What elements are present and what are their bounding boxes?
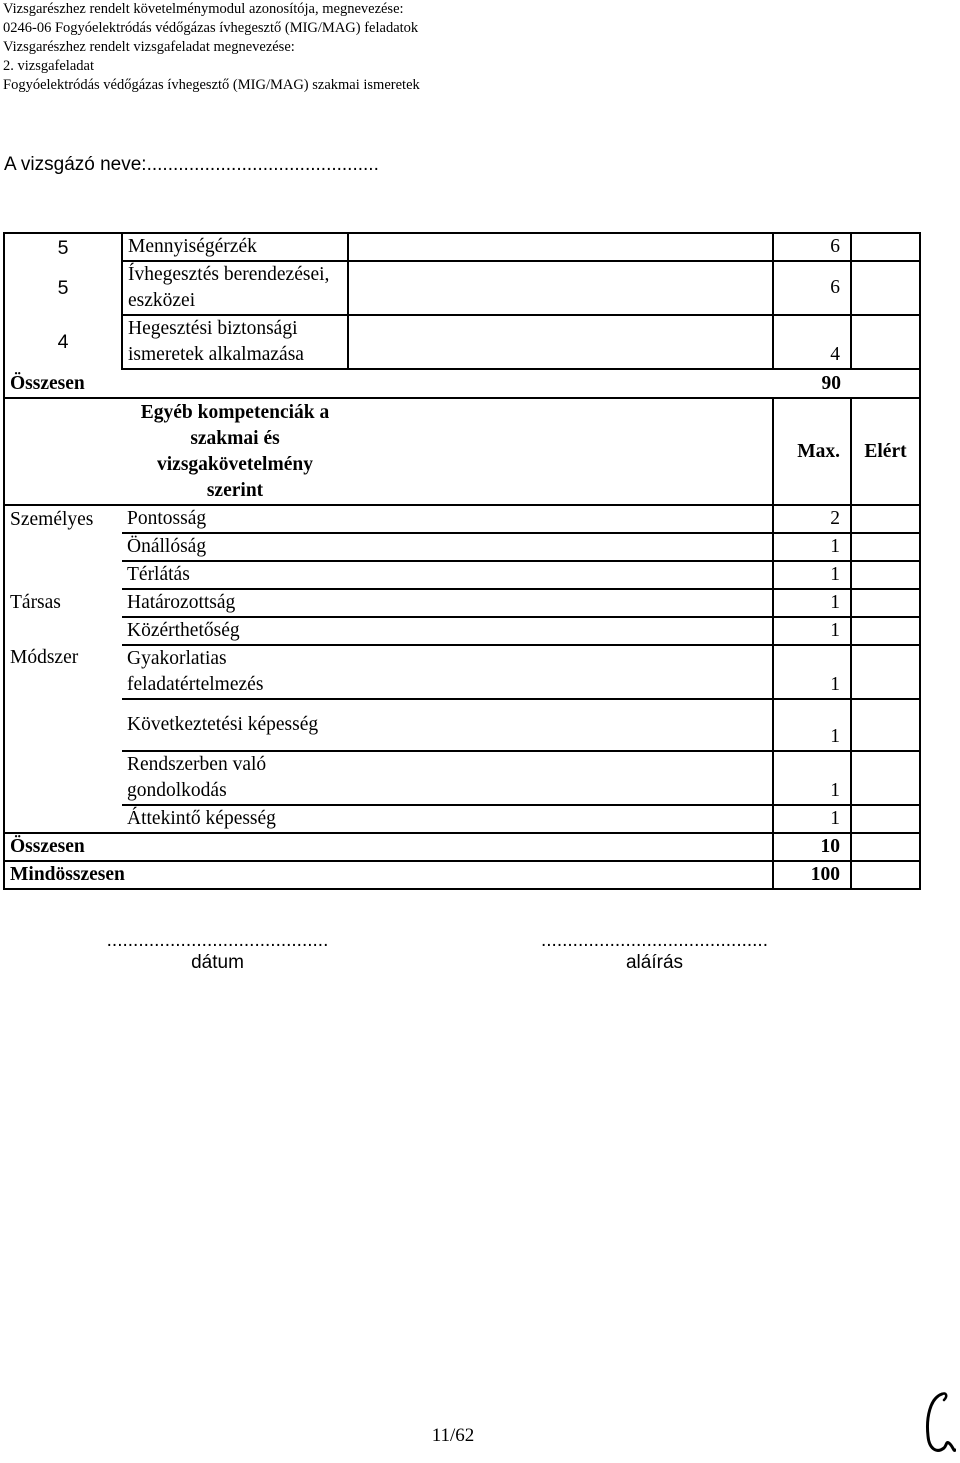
table-row bbox=[4, 805, 920, 833]
max-column-header: Max. bbox=[773, 398, 851, 505]
competence-group bbox=[4, 561, 122, 589]
subtotal-label: Összesen bbox=[4, 369, 773, 398]
competence-group bbox=[4, 617, 122, 645]
competence-header-row bbox=[4, 398, 920, 505]
achieved-column-header: Elért bbox=[851, 398, 920, 505]
header-line-5: Fogyóelektródás védőgázas ívhegesztő (MIG/MAG) szakmai ismeretek bbox=[3, 77, 420, 93]
competence-label: Áttekintő képesség bbox=[122, 805, 348, 833]
competence-max: 1 bbox=[773, 561, 851, 589]
row-label: Mennyiségérzék bbox=[122, 233, 348, 261]
row-max: 4 bbox=[773, 315, 851, 369]
grand-total-value: 100 bbox=[773, 861, 851, 889]
subtotal-row bbox=[4, 369, 920, 398]
row-number: 4 bbox=[4, 315, 122, 369]
competence-max: 1 bbox=[773, 645, 851, 699]
row-max: 6 bbox=[773, 233, 851, 261]
handwritten-initial-mark bbox=[920, 1388, 956, 1458]
competence-max: 1 bbox=[773, 751, 851, 805]
table-row bbox=[4, 261, 920, 315]
subtotal-label: Összesen bbox=[4, 833, 773, 861]
header-line-1: Vizsgarészhez rendelt követelménymodul azonosítója, megnevezése: bbox=[3, 1, 404, 17]
competence-max: 1 bbox=[773, 617, 851, 645]
table-row bbox=[4, 561, 920, 589]
grand-total-row bbox=[4, 861, 920, 889]
row-label: Hegesztési biztonsági ismeretek alkalmazása bbox=[122, 315, 348, 369]
row-max: 6 bbox=[773, 261, 851, 315]
competence-label: Következtetési képesség bbox=[122, 699, 348, 751]
signature-label: aláírás bbox=[625, 952, 684, 973]
competence-group bbox=[4, 533, 122, 561]
competence-group bbox=[4, 751, 122, 805]
row-label: Ívhegesztés berendezései, eszközei bbox=[122, 261, 348, 315]
score-table bbox=[3, 232, 921, 890]
grand-total-label: Mindösszesen bbox=[4, 861, 773, 889]
competence-group: Személyes bbox=[4, 505, 122, 533]
competence-max: 2 bbox=[773, 505, 851, 533]
competence-max: 1 bbox=[773, 533, 851, 561]
competence-label: Pontosság bbox=[122, 505, 348, 533]
competence-label: Határozottság bbox=[122, 589, 348, 617]
competence-label: Közérthetőség bbox=[122, 617, 348, 645]
signature-line: ........................................... bbox=[541, 930, 768, 951]
competence-max: 1 bbox=[773, 589, 851, 617]
table-row bbox=[4, 505, 920, 533]
page-number: 11/62 bbox=[431, 1425, 475, 1446]
table-row bbox=[4, 645, 920, 699]
competence-label: Önállóság bbox=[122, 533, 348, 561]
table-row bbox=[4, 617, 920, 645]
row-number: 5 bbox=[4, 261, 122, 315]
header-line-2: 0246-06 Fogyóelektródás védőgázas ívhegesztő (MIG/MAG) feladatok bbox=[3, 20, 419, 36]
competence-group: Társas bbox=[4, 589, 122, 617]
table-row bbox=[4, 533, 920, 561]
competence-label: Térlátás bbox=[122, 561, 348, 589]
date-label: dátum bbox=[191, 952, 244, 973]
competence-title: Egyéb kompetenciák a szakmai és vizsgakövetelmény szerint bbox=[122, 398, 348, 505]
competence-label: Rendszerben való gondolkodás bbox=[122, 751, 348, 805]
table-row bbox=[4, 315, 920, 369]
examinee-name-field: A vizsgázó neve:............................................ bbox=[4, 154, 379, 175]
subtotal-value: 10 bbox=[773, 833, 851, 861]
competence-max: 1 bbox=[773, 699, 851, 751]
competence-group: Módszer bbox=[4, 645, 122, 699]
competence-group bbox=[4, 805, 122, 833]
table-row bbox=[4, 699, 920, 751]
date-line: .......................................... bbox=[106, 930, 329, 951]
table-row bbox=[4, 233, 920, 261]
competence-label: Gyakorlatias feladatértelmezés bbox=[122, 645, 348, 699]
competence-max: 1 bbox=[773, 805, 851, 833]
competence-group bbox=[4, 699, 122, 751]
subtotal-value: 90 bbox=[773, 369, 851, 398]
subtotal-row bbox=[4, 833, 920, 861]
table-row bbox=[4, 751, 920, 805]
row-number: 5 bbox=[4, 233, 122, 261]
header-line-4: 2. vizsgafeladat bbox=[3, 58, 94, 74]
table-row bbox=[4, 589, 920, 617]
header-line-3: Vizsgarészhez rendelt vizsgafeladat megnevezése: bbox=[3, 39, 295, 55]
